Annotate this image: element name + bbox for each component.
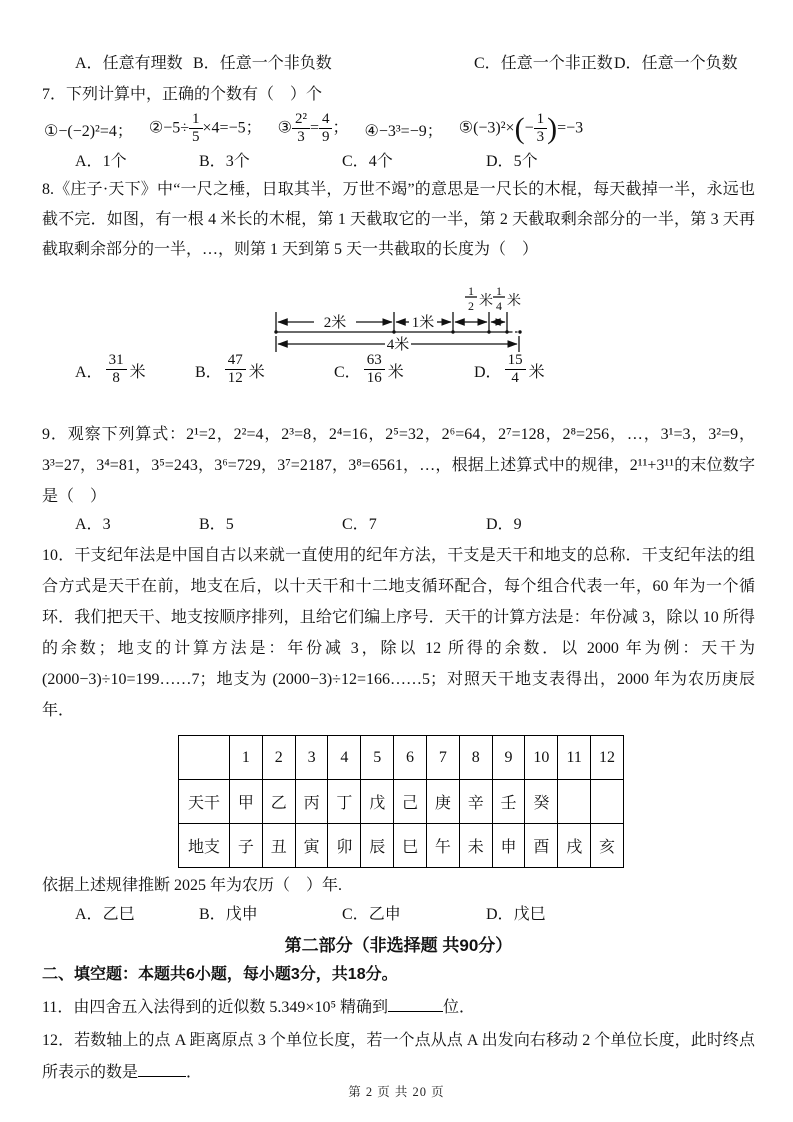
calc-item-1: ①−(−2)²=4；: [44, 122, 133, 140]
segment-label-1m: 1米: [411, 315, 435, 331]
table-cell: 6: [394, 736, 427, 780]
table-cell: 巳: [394, 824, 427, 868]
option-a: A． $\frac{31}{8}$ 米: [75, 352, 146, 386]
table-cell: 壬: [492, 780, 525, 824]
table-cell: 4: [328, 736, 361, 780]
table-cell: 丙: [295, 780, 328, 824]
option-d: D．任意一个负数: [614, 55, 738, 72]
option-d: D．9: [486, 516, 522, 533]
question-11: 11．由四舍五入法得到的近似数 5.349×10⁵ 精确到 位．: [42, 993, 755, 1023]
part-2-header: 第二部分（非选择题 共90分）: [284, 936, 513, 955]
answer-blank: [138, 1061, 186, 1077]
calc-item-2: ②−5÷ $\frac{1}{5}$ ×4=−5；: [148, 111, 262, 145]
option-a: A．3: [75, 516, 111, 533]
page-number-footer: 第 2 页 共 20 页: [348, 1085, 445, 1099]
table-cell: [591, 780, 624, 824]
table-cell: 午: [426, 824, 459, 868]
table-cell: 戌: [558, 824, 591, 868]
option-d: D．戊巳: [486, 906, 546, 923]
question-7-calculations: [44, 108, 757, 150]
option-d: D． $\frac{15}{4}$ 米: [474, 352, 545, 386]
half-meter-denominator: 2: [468, 299, 474, 313]
table-cell: 辰: [361, 824, 394, 868]
table-cell: 天干: [179, 780, 230, 824]
table-row: [179, 780, 624, 824]
option-c: C．乙申: [342, 906, 401, 923]
option-a: A．乙巳: [75, 906, 135, 923]
option-c: C． $\frac{63}{16}$ 米: [334, 352, 404, 386]
option-b: B．戊申: [199, 906, 258, 923]
table-cell: [179, 736, 230, 780]
table-cell: 辛: [459, 780, 492, 824]
answer-blank: [388, 996, 443, 1012]
calc-item-5: ⑤(−3)²×(− $\frac{1}{3}$ )=−3: [458, 111, 584, 145]
table-cell: 1: [230, 736, 263, 780]
question-6-options: [75, 50, 753, 73]
table-cell: 庚: [426, 780, 459, 824]
option-c: C．任意一个非正数: [474, 55, 613, 72]
question-8-options: [75, 348, 755, 392]
question-7-stem: 7．下列计算中，正确的个数有（ ）个: [42, 86, 323, 103]
table-cell: 10: [525, 736, 558, 780]
quarter-meter-numerator: 1: [496, 284, 502, 298]
option-a: A．任意有理数: [75, 55, 183, 72]
question-9-options: [75, 511, 755, 534]
question-7-options: [75, 148, 755, 171]
option-d: D．5个: [486, 153, 538, 170]
table-cell: 7: [426, 736, 459, 780]
table-cell: 8: [459, 736, 492, 780]
option-b: B．3个: [199, 153, 250, 170]
table-cell: 酉: [525, 824, 558, 868]
option-b: B．5: [199, 516, 234, 533]
table-cell: 12: [591, 736, 624, 780]
table-row: [179, 824, 624, 868]
question-12: 12．若数轴上的点 A 距离原点 3 个单位长度，若一个点从点 A 出发向右移动 2 个单位长度，此时终点所表示的数是 ．: [42, 1032, 755, 1081]
table-cell: 3: [295, 736, 328, 780]
table-cell: 5: [361, 736, 394, 780]
option-b: B．任意一个非负数: [193, 55, 332, 72]
table-cell: 丁: [328, 780, 361, 824]
table-cell: 子: [230, 824, 263, 868]
option-c: C．7: [342, 516, 377, 533]
option-c: C．4个: [342, 153, 393, 170]
table-cell: 亥: [591, 824, 624, 868]
section-2-intro: 二、填空题：本题共6小题，每小题3分，共18分。: [42, 966, 398, 983]
segment-label-2m: 2米: [323, 315, 347, 331]
table-cell: 己: [394, 780, 427, 824]
table-cell: 癸: [525, 780, 558, 824]
quarter-meter-denominator: 4: [496, 299, 502, 313]
table-cell: 丑: [262, 824, 295, 868]
table-cell: [558, 780, 591, 824]
wood-cutting-diagram: [268, 284, 528, 356]
table-cell: 2: [262, 736, 295, 780]
half-meter-unit: 米: [479, 294, 493, 309]
table-cell: 乙: [262, 780, 295, 824]
table-cell: 戊: [361, 780, 394, 824]
ganzhi-table: [178, 735, 624, 868]
question-8-stem: 8.《庄子·天下》中“一尺之棰，日取其半，万世不竭”的意思是一尺长的木棍，每天截掉一半，永远也截不完．如图，有一根 4 米长的木棍，第 1 天截取它的一半，第 2 天截取剩余部分的一半，第 3 天再截取剩余部分的一半，…，则第 1 天到第 5 天一共截取的长度为（ ）: [42, 181, 755, 258]
question-9-stem: 9．观察下列算式：2¹=2，2²=4，2³=8，2⁴=16，2⁵=32，2⁶=64，2⁷=128，2⁸=256，…，3¹=3，3²=9，3³=27，3⁴=81，3⁵=243，3⁶=729，3⁷=2187，3⁸=6561，…，根据上述算式中的规律，2¹¹+3¹¹的末位数字是（ ）: [42, 426, 755, 505]
table-cell: 卯: [328, 824, 361, 868]
question-10-conclusion: 依据上述规律推断 2025 年为农历（ ）年.: [42, 877, 343, 894]
question-10-stem: 10．干支纪年法是中国自古以来就一直使用的纪年方法，干支是天干和地支的总称．干支纪年法的组合方式是天干在前，地支在后，以十天干和十二地支循环配合，每个组合代表一年，60 年为一个循环．我们把天干、地支按顺序排列，且给它们编上序号．天干的计算方法是：年份减 3，除以 10 所得的余数；地支的计算方法是：年份减 3，除以 12 所得的余数．以 2000 年为例：天干为 (2000−3)÷10=199……7；地支为 (2000−3)÷12=166……5；对照天干地支表得出，2000 年为农历庚辰年．: [42, 547, 755, 719]
total-label-4m: 4米: [386, 337, 410, 353]
table-cell: 11: [558, 736, 591, 780]
table-cell: 寅: [295, 824, 328, 868]
table-cell: 甲: [230, 780, 263, 824]
quarter-meter-unit: 米: [507, 294, 521, 309]
calc-item-4: ④−3³=−9；: [364, 122, 443, 140]
table-cell: 未: [459, 824, 492, 868]
table-row: [179, 736, 624, 780]
calc-item-3: ③ $\frac{\text{2²}}{3}$ = $\frac{4}{9}$ ；: [277, 111, 349, 145]
option-b: B． $\frac{47}{12}$ 米: [195, 352, 265, 386]
table-cell: 地支: [179, 824, 230, 868]
half-meter-numerator: 1: [468, 284, 474, 298]
question-10-options: [75, 901, 755, 924]
table-cell: 申: [492, 824, 525, 868]
table-cell: 9: [492, 736, 525, 780]
option-a: A．1个: [75, 153, 127, 170]
